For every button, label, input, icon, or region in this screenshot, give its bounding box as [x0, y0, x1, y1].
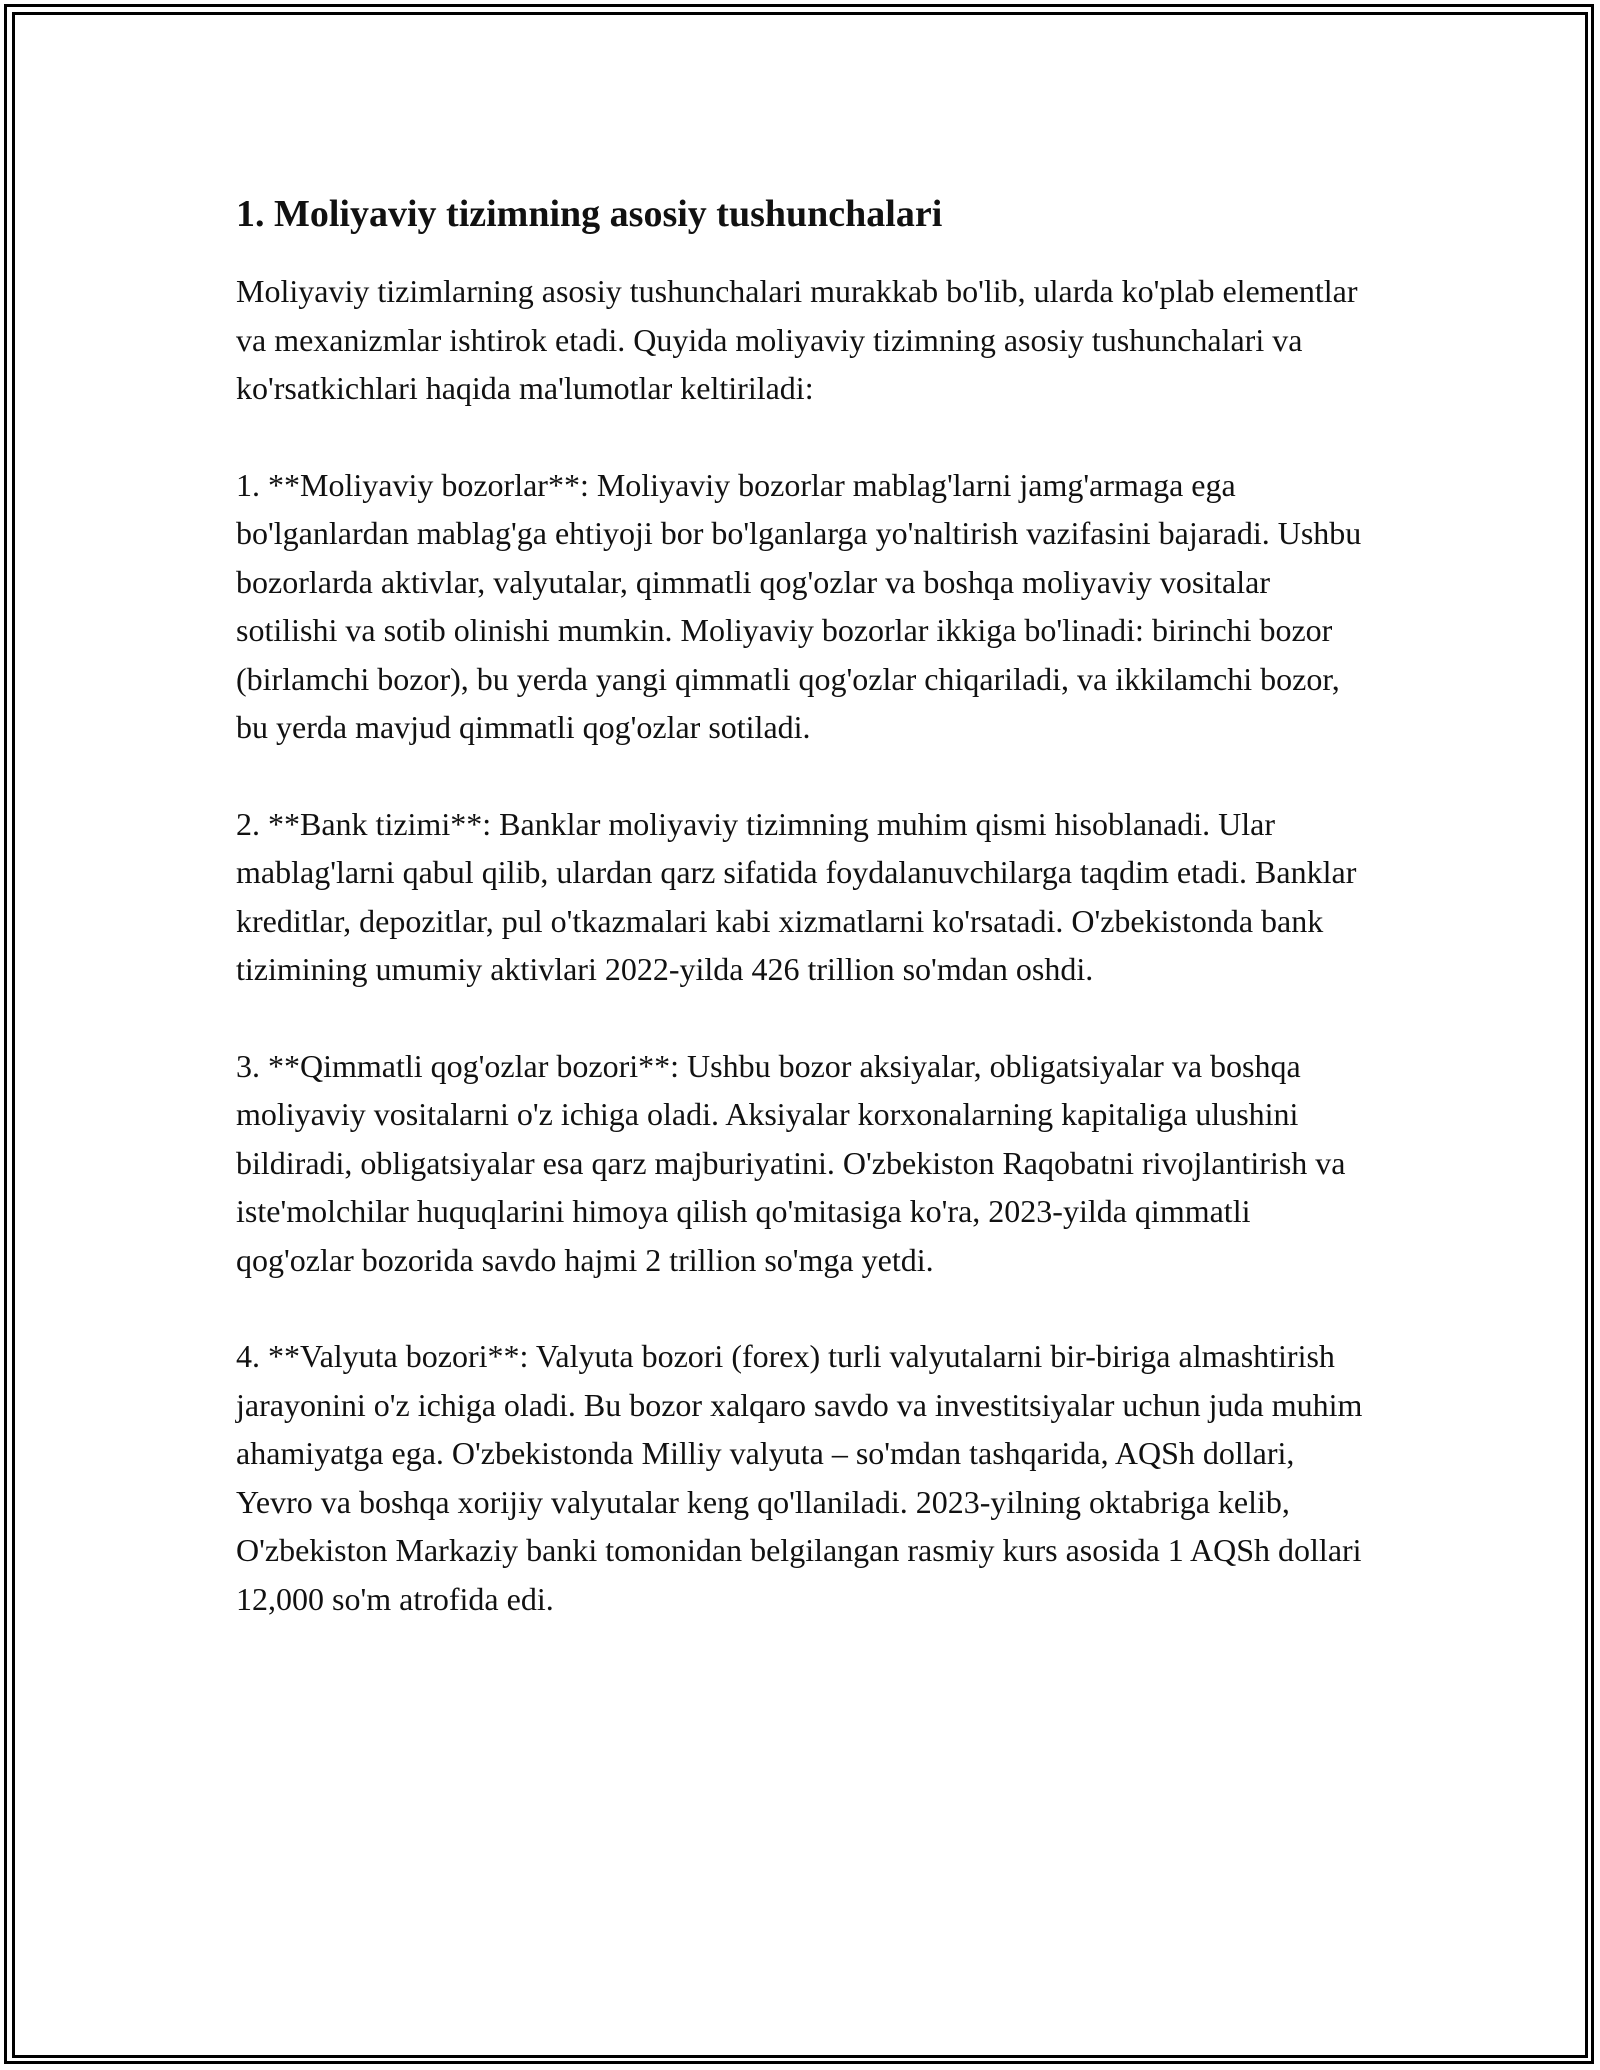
paragraph-currency-market: 4. **Valyuta bozori**: Valyuta bozori (forex) turli valyutalarni bir-biriga almashtirish jarayonini o'z ichiga oladi. Bu bozor xalqaro savdo va investitsiyalar uchun juda muhim ahamiyatga ega. O'zbekistonda Milliy valyuta – so'mdan tashqarida, AQSh dollari, Yevro va boshqa xorijiy valyutalar keng qo'llaniladi. 2023-yilning oktabriga kelib, O'zbekiston Markaziy banki tomonidan belgilangan rasmiy kurs asosida 1 AQSh dollari 12,000 so'm atrofida edi. [236, 1338, 1363, 1617]
paragraph-financial-markets: 1. **Moliyaviy bozorlar**: Moliyaviy bozorlar mablag'larni jamg'armaga ega bo'lganlardan mablag'ga ehtiyoji bor bo'lganlarga yo'naltirish vazifasini bajaradi. Ushbu bozorlarda aktivlar, valyutalar, qimmatli qog'ozlar va boshqa moliyaviy vositalar sotilishi va sotib olinishi mumkin. Moliyaviy bozorlar ikkiga bo'linadi: birinchi bozor (birlamchi bozor), bu yerda yangi qimmatli qog'ozlar chiqariladi, va ikkilamchi bozor, bu yerda mavjud qimmatli qog'ozlar sotiladi. [236, 466, 1362, 745]
intro-paragraph: Moliyaviy tizimlarning asosiy tushunchalari murakkab bo'lib, ularda ko'plab elementlar va mexanizmlar ishtirok etadi. Quyida moliyaviy tizimning asosiy tushunchalari va ko'rsatkichlari haqida ma'lumotlar keltiriladi: [236, 273, 1358, 406]
paragraph-bank-system: 2. **Bank tizimi**: Banklar moliyaviy tizimning muhim qismi hisoblanadi. Ular mablag'larni qabul qilib, ulardan qarz sifatida foydalanuvchilarga taqdim etadi. Banklar kreditlar, depozitlar, pul o'tkazmalari kabi xizmatlarni ko'rsatadi. O'zbekistonda bank tizimining umumiy aktivlari 2022-yilda 426 trillion so'mdan oshdi. [236, 805, 1357, 987]
document-body [236, 188, 1376, 1671]
section-heading: 1. Moliyaviy tizimning asosiy tushunchalari [236, 193, 943, 235]
paragraph-securities-market: 3. **Qimmatli qog'ozlar bozori**: Ushbu bozor aksiyalar, obligatsiyalar va boshqa moliyaviy vositalarni o'z ichiga oladi. Aksiyalar korxonalarning kapitaliga ulushini bildiradi, obligatsiyalar esa qarz majburiyatini. O'zbekiston Raqobatni rivojlantirish va iste'molchilar huquqlarini himoya qilish qo'mitasiga ko'ra, 2023-yilda qimmatli qog'ozlar bozorida savdo hajmi 2 trillion so'mga yetdi. [236, 1047, 1346, 1278]
